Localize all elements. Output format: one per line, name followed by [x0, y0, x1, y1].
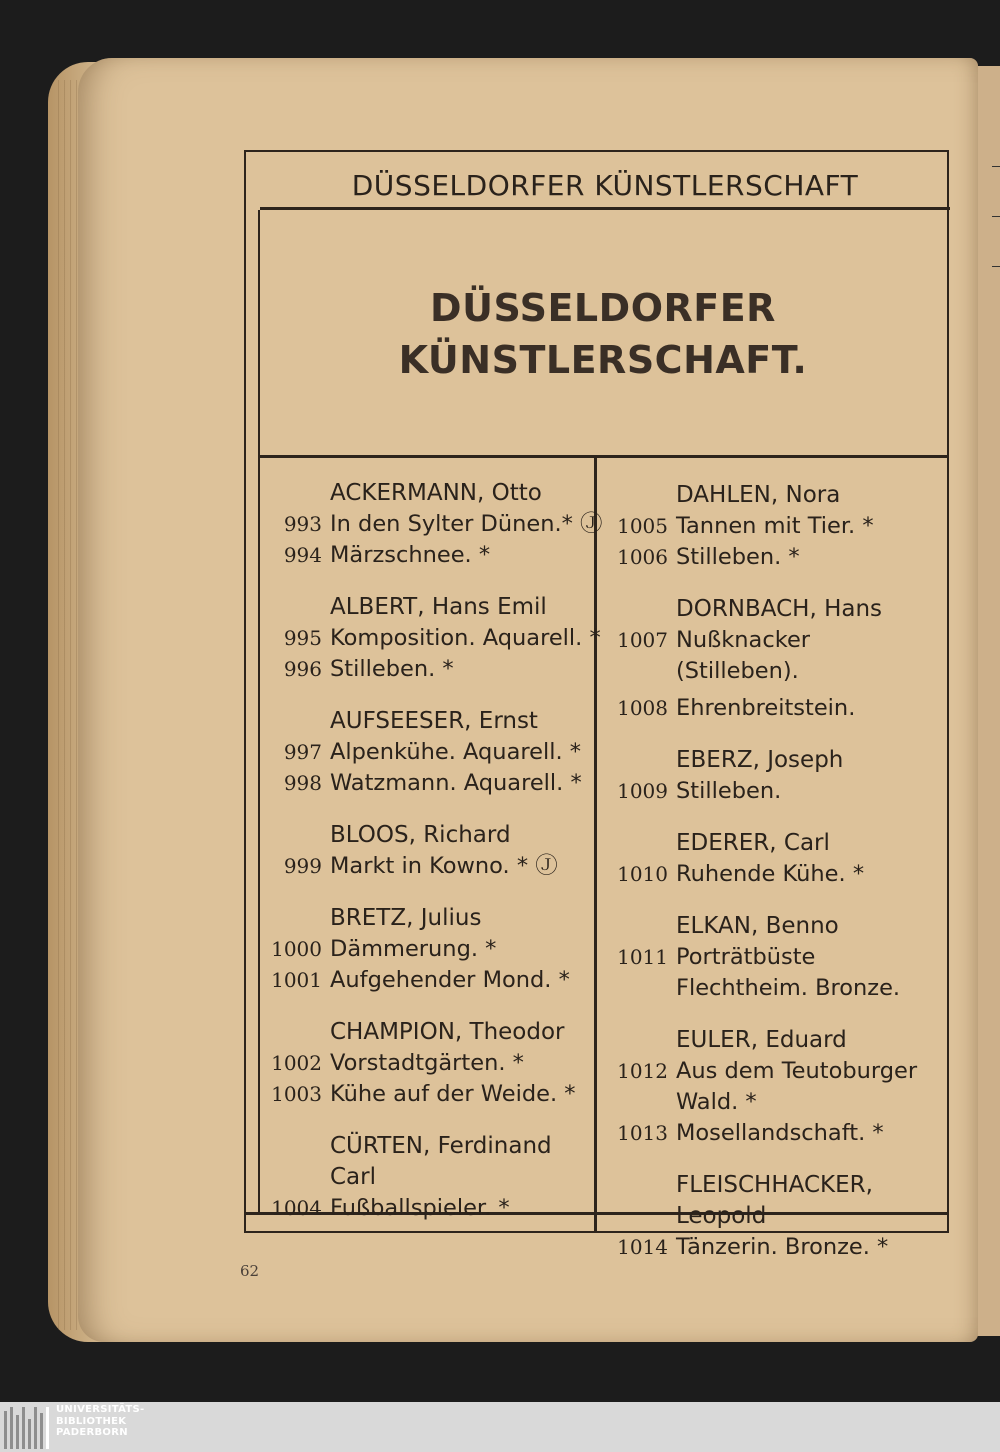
catalog-number: 1002: [271, 1051, 322, 1075]
artist-name: EDERER, Carl: [676, 830, 830, 856]
artist-entry: [604, 911, 944, 1004]
work-item: [258, 1048, 594, 1079]
work-item: [604, 859, 944, 890]
work-item: [604, 1056, 944, 1118]
work-item: [258, 851, 594, 882]
work-title: Stilleben. *: [676, 544, 800, 570]
catalog-number: 1005: [617, 514, 668, 538]
catalog-number: 1011: [617, 945, 668, 969]
artist-entry: [604, 745, 944, 807]
work-item: [258, 768, 594, 799]
left-column: [258, 478, 603, 1224]
work-title: Ehrenbreitstein.: [676, 695, 856, 721]
artist-name: DORNBACH, Hans: [676, 596, 883, 622]
artist-entry: [604, 594, 944, 724]
work-item: [258, 1193, 594, 1224]
work-item: [604, 693, 944, 724]
artist-name: BLOOS, Richard: [330, 822, 511, 848]
work-item: [604, 542, 944, 573]
work-title: In den Sylter Dünen.* Ⓙ: [330, 511, 603, 537]
logo-line-2: BIBLIOTHEK: [56, 1415, 127, 1427]
work-item: [258, 509, 603, 540]
library-logo-text: [56, 1404, 145, 1439]
artist-name: BRETZ, Julius: [330, 905, 482, 931]
work-item: [604, 776, 944, 807]
catalog-number: 1007: [617, 628, 668, 652]
right-column: [604, 480, 944, 1263]
catalog-number: 995: [283, 626, 322, 650]
catalog-number: 1009: [617, 779, 668, 803]
catalog-number: 1003: [271, 1082, 322, 1106]
artist-entry: [258, 1017, 594, 1110]
work-title: Porträtbüste Flechtheim. Bronze.: [676, 944, 901, 1001]
artist-entry: [258, 478, 603, 571]
catalog-number: 994: [283, 543, 322, 567]
artist-name: ALBERT, Hans Emil: [330, 594, 547, 620]
work-item: [258, 654, 594, 685]
catalog-number: 1014: [617, 1235, 668, 1259]
logo-line-3: PADERBORN: [56, 1427, 128, 1438]
work-title: Aus dem Teutoburger Wald. *: [676, 1058, 918, 1115]
artist-entry: [604, 480, 944, 573]
page-title: [258, 282, 948, 386]
work-title: Kühe auf der Weide. *: [330, 1081, 576, 1107]
work-item: [604, 942, 944, 1004]
artist-entry: [604, 1170, 944, 1263]
artist-entry: [604, 1025, 944, 1149]
work-item: [258, 737, 594, 768]
work-item: [258, 934, 594, 965]
artist-entry: [258, 820, 594, 882]
catalog-number: 996: [283, 657, 322, 681]
artist-name: EBERZ, Joseph: [676, 747, 844, 773]
artist-name: CÜRTEN, Ferdinand Carl: [330, 1133, 552, 1190]
artist-name: AUFSEESER, Ernst: [330, 708, 538, 734]
catalog-number: 1004: [271, 1196, 322, 1220]
artist-entry: [258, 903, 594, 996]
work-item: [258, 540, 594, 571]
catalog-number: 1008: [617, 696, 668, 720]
catalog-number: 993: [283, 512, 322, 536]
work-title: Alpenkühe. Aquarell. *: [330, 739, 582, 765]
work-item: [604, 1118, 944, 1149]
library-logo-icon: [4, 1407, 50, 1449]
catalog-number: 1013: [617, 1121, 668, 1145]
work-title: Tannen mit Tier. *: [676, 513, 874, 539]
title-line-1: DÜSSELDORFER: [430, 286, 776, 330]
artist-entry: [604, 828, 944, 890]
work-title: Stilleben.: [676, 778, 782, 804]
column-divider: [594, 456, 597, 1231]
work-title: Vorstadtgärten. *: [330, 1050, 524, 1076]
artist-name: ACKERMANN, Otto: [330, 480, 542, 506]
work-title: Watzmann. Aquarell. *: [330, 770, 582, 796]
artist-entry: [258, 706, 594, 799]
work-item: [604, 625, 944, 687]
page-number: 62: [240, 1262, 260, 1280]
catalog-number: 998: [283, 771, 322, 795]
title-line-2: KÜNSTLERSCHAFT.: [398, 338, 808, 382]
work-title: Märzschnee. *: [330, 542, 491, 568]
work-title: Dämmerung. *: [330, 936, 497, 962]
work-item: [258, 623, 601, 654]
catalog-number: 1012: [617, 1059, 668, 1083]
work-title: Fußballspieler. *: [330, 1195, 510, 1221]
work-item: [258, 965, 594, 996]
catalog-number: 1000: [271, 937, 322, 961]
catalog-number: 997: [283, 740, 322, 764]
work-title: Komposition. Aquarell. *: [330, 625, 601, 651]
artist-name: ELKAN, Benno: [676, 913, 839, 939]
work-title: Markt in Kowno. * Ⓙ: [330, 853, 558, 879]
catalog-number: 1006: [617, 545, 668, 569]
work-title: Aufgehender Mond. *: [330, 967, 570, 993]
work-title: Ruhende Kühe. *: [676, 861, 865, 887]
library-footer-bar: [0, 1402, 1000, 1452]
work-item: [604, 511, 944, 542]
artist-entry: [258, 1131, 594, 1224]
work-title: Nußknacker (Stilleben).: [676, 627, 811, 684]
catalog-number: 1001: [271, 968, 322, 992]
artist-entry: [258, 592, 601, 685]
catalog-number: 999: [283, 854, 322, 878]
work-title: Tänzerin. Bronze. *: [676, 1234, 889, 1260]
work-item: [258, 1079, 594, 1110]
work-title: Stilleben. *: [330, 656, 454, 682]
artist-name: FLEISCHHACKER, Leopold: [676, 1172, 873, 1229]
artist-name: CHAMPION, Theodor: [330, 1019, 565, 1045]
catalog-number: 1010: [617, 862, 668, 886]
artist-name: EULER, Eduard: [676, 1027, 847, 1053]
work-item: [604, 1232, 944, 1263]
artist-name: DAHLEN, Nora: [676, 482, 841, 508]
running-head: DÜSSELDORFER KÜNSTLERSCHAFT: [260, 160, 950, 210]
logo-line-1: UNIVERSITÄTS-: [56, 1404, 145, 1415]
work-title: Mosellandschaft. *: [676, 1120, 884, 1146]
